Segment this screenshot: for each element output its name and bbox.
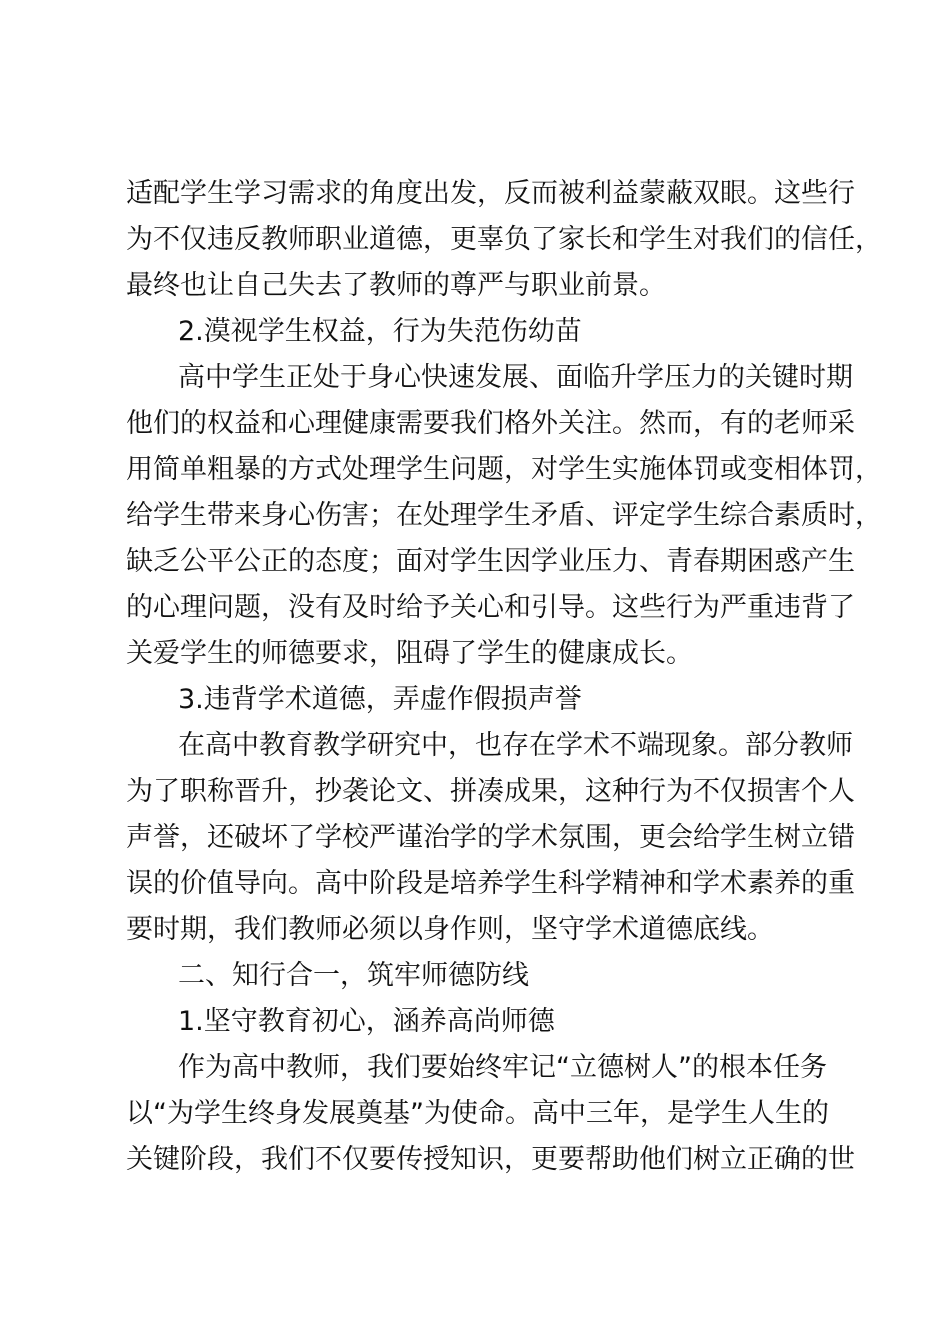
subheading-2 bbox=[126, 309, 854, 355]
subheading-3 bbox=[126, 677, 854, 723]
text-line: 为了职称晋升，抄袭论文、拼凑成果，这种行为不仅损害个人 bbox=[126, 776, 855, 807]
text-line: 他们的权益和心理健康需要我们格外关注。然而，有的老师采 bbox=[126, 408, 855, 439]
section-heading-text: 二、知行合一，筑牢师德防线 bbox=[178, 960, 529, 991]
paragraph-student-rights bbox=[126, 355, 882, 677]
subheading-1 bbox=[126, 999, 854, 1045]
text-line: 要时期，我们教师必须以身作则，坚守学术道德底线。 bbox=[126, 914, 774, 945]
section-heading-2 bbox=[126, 953, 854, 999]
text-line: 误的价值导向。高中阶段是培养学生科学精神和学术素养的重 bbox=[126, 868, 855, 899]
text-line: 用简单粗暴的方式处理学生问题，对学生实施体罚或变相体罚， bbox=[126, 454, 882, 485]
text-line: 的心理问题，没有及时给予关心和引导。这些行为严重违背了 bbox=[126, 592, 855, 623]
document-body bbox=[126, 171, 882, 1183]
text-line: 高中学生正处于身心快速发展、面临升学压力的关键时期 bbox=[178, 362, 853, 393]
text-line: 关键阶段，我们不仅要传授知识，更要帮助他们树立正确的世 bbox=[126, 1144, 855, 1175]
text-line: 最终也让自己失去了教师的尊严与职业前景。 bbox=[126, 270, 666, 301]
text-line: 为不仅违反教师职业道德，更辜负了家长和学生对我们的信任， bbox=[126, 224, 882, 255]
subheading-text: 1.坚守教育初心，涵养高尚师德 bbox=[178, 1006, 555, 1037]
text-line: 给学生带来身心伤害；在处理学生矛盾、评定学生综合素质时， bbox=[126, 500, 882, 531]
text-line: 适配学生学习需求的角度出发，反而被利益蒙蔽双眼。这些行 bbox=[126, 178, 855, 209]
subheading-text: 2.漠视学生权益，行为失范伤幼苗 bbox=[178, 316, 582, 347]
paragraph-academic-ethics bbox=[126, 723, 854, 953]
text-line: 作为高中教师，我们要始终牢记“立德树人”的根本任务 bbox=[178, 1052, 827, 1083]
text-line: 声誉，还破坏了学校严谨治学的学术氛围，更会给学生树立错 bbox=[126, 822, 855, 853]
text-line: 缺乏公平公正的态度；面对学生因学业压力、青春期困惑产生 bbox=[126, 546, 855, 577]
paragraph-original-aspiration bbox=[126, 1045, 854, 1183]
paragraph-continued bbox=[126, 171, 882, 309]
text-line: 以“为学生终身发展奠基”为使命。高中三年，是学生人生的 bbox=[126, 1098, 829, 1129]
subheading-text: 3.违背学术道德，弄虚作假损声誉 bbox=[178, 684, 582, 715]
text-line: 在高中教育教学研究中，也存在学术不端现象。部分教师 bbox=[178, 730, 853, 761]
text-line: 关爱学生的师德要求，阻碍了学生的健康成长。 bbox=[126, 638, 693, 669]
